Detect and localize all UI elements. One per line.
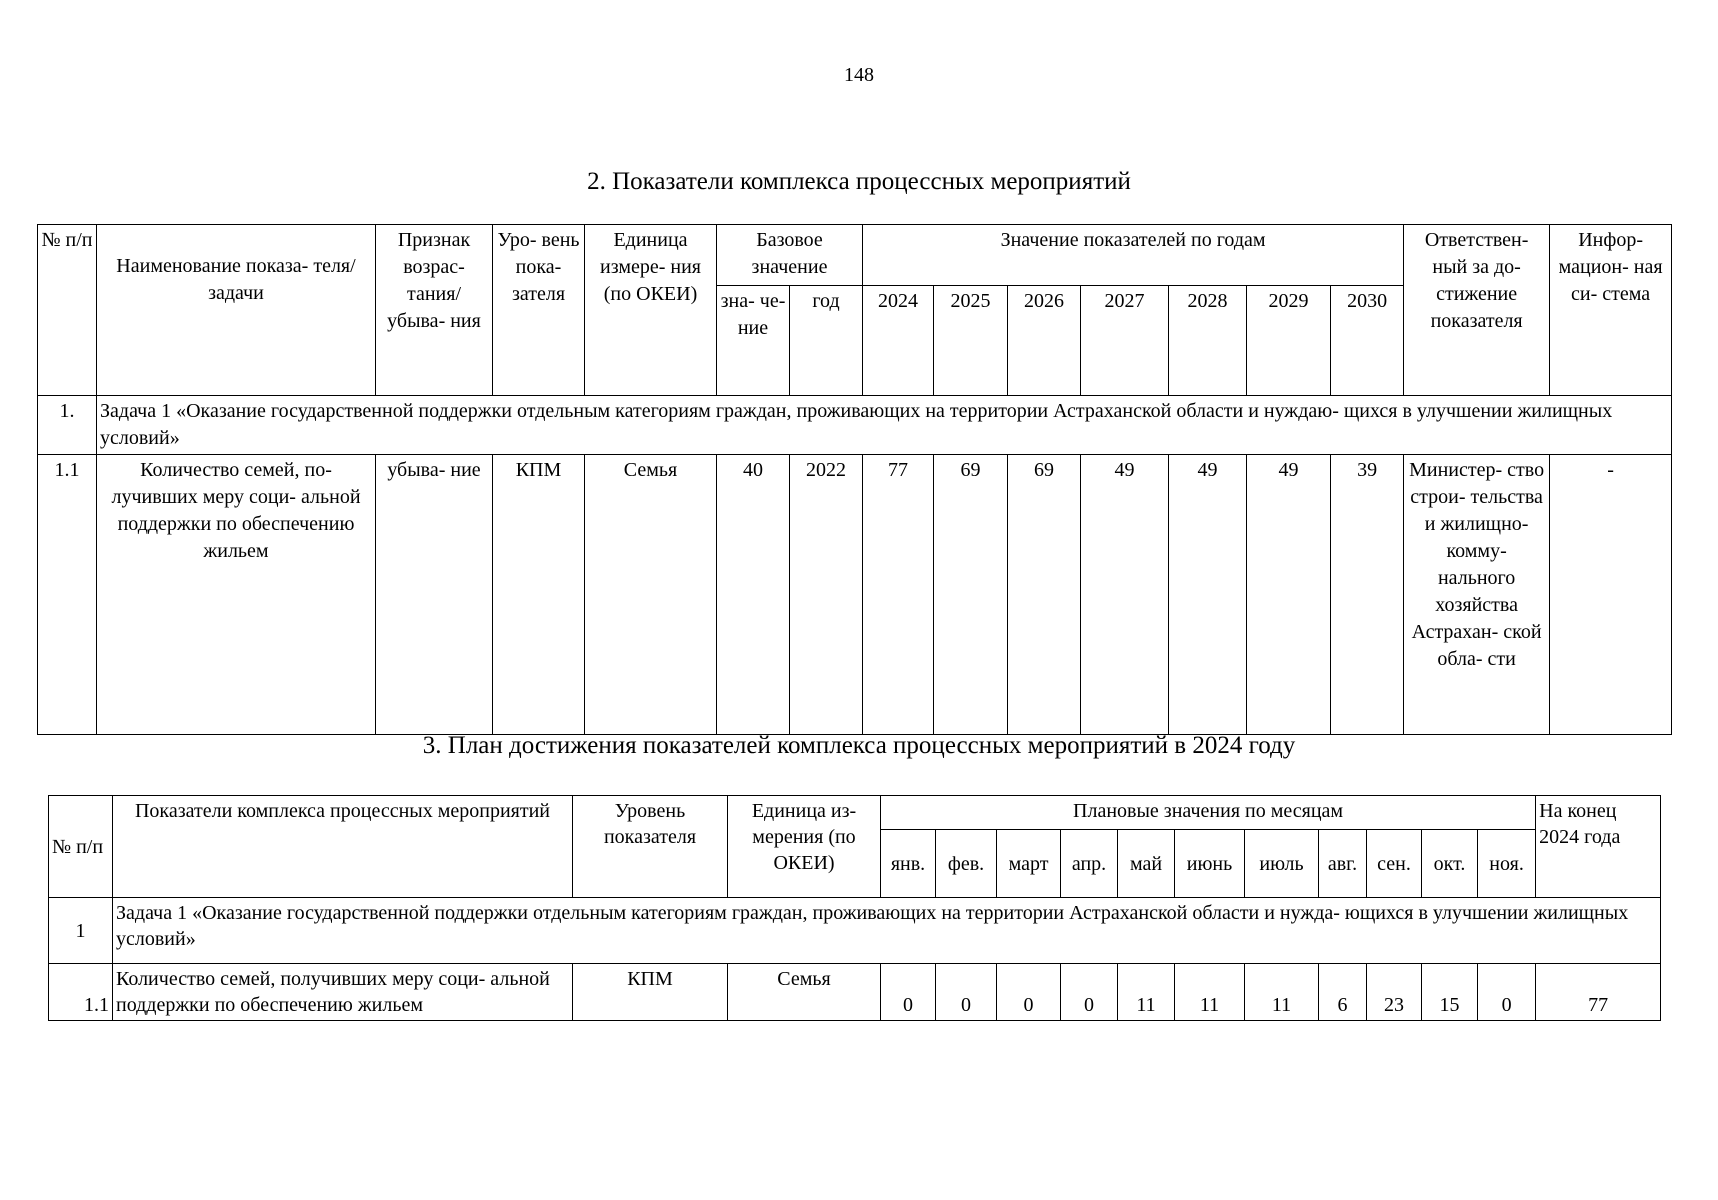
- plan-month-value: 0: [1061, 964, 1118, 1021]
- header-num: № п/п: [38, 225, 97, 396]
- indicator-sign: убыва- ние: [376, 455, 493, 735]
- plan-header-month: июль: [1245, 830, 1319, 898]
- header-year: 2027: [1081, 286, 1169, 396]
- plan-month-value: 0: [881, 964, 936, 1021]
- plan-indicator-name: Количество семей, получивших меру соци- альной поддержки по обеспечению жильем: [113, 964, 573, 1021]
- header-sign: Признак возрас- тания/ убыва- ния: [376, 225, 493, 396]
- plan-indicator-num: 1.1: [49, 964, 113, 1021]
- indicator-year-value: 49: [1169, 455, 1247, 735]
- indicator-base-year: 2022: [790, 455, 863, 735]
- plan-header-month: сен.: [1367, 830, 1422, 898]
- plan-month-value: 6: [1319, 964, 1367, 1021]
- header-level: Уро- вень пока- зателя: [493, 225, 585, 396]
- task-row: [38, 396, 1672, 455]
- plan-header-month: янв.: [881, 830, 936, 898]
- plan-header-month: май: [1118, 830, 1175, 898]
- plan-month-value: 11: [1245, 964, 1319, 1021]
- plan-year-end-value: 77: [1536, 964, 1661, 1021]
- header-year: 2030: [1331, 286, 1404, 396]
- header-base-year: год: [790, 286, 863, 396]
- header-year: 2026: [1008, 286, 1081, 396]
- plan-header-year-end: На конец 2024 года: [1536, 796, 1661, 898]
- plan-month-value: 0: [936, 964, 997, 1021]
- plan-header-month: фев.: [936, 830, 997, 898]
- header-responsible: Ответствен- ный за до- стижение показателя: [1404, 225, 1550, 396]
- plan-header-monthly: Плановые значения по месяцам: [881, 796, 1536, 830]
- indicator-year-value: 69: [1008, 455, 1081, 735]
- task-text: Задача 1 «Оказание государственной поддержки отдельным категориям граждан, проживающих на территории Астраханской области и нуждаю- щихся в улучшении жилищных условий»: [97, 396, 1672, 455]
- indicator-year-value: 69: [934, 455, 1008, 735]
- plan-month-value: 11: [1175, 964, 1245, 1021]
- plan-task-row: [49, 898, 1661, 964]
- header-name: Наименование показа- теля/задачи: [97, 225, 376, 396]
- page-number: 148: [844, 64, 874, 86]
- indicator-year-value: 49: [1081, 455, 1169, 735]
- plan-task-text: Задача 1 «Оказание государственной поддержки отдельным категориям граждан, проживающих на территории Астраханской области и нужда- ющихся в улучшении жилищных условий»: [113, 898, 1661, 964]
- header-unit: Единица измере- ния (по ОКЕИ): [585, 225, 717, 396]
- indicator-year-value: 49: [1247, 455, 1331, 735]
- plan-indicator-level: КПМ: [573, 964, 728, 1021]
- indicators-table: [37, 224, 1672, 735]
- plan-header-month: апр.: [1061, 830, 1118, 898]
- plan-header-num: № п/п: [49, 796, 113, 898]
- header-values-by-year: Значение показателей по годам: [863, 225, 1404, 286]
- section-2-title: 2. Показатели комплекса процессных мероприятий: [587, 168, 1131, 195]
- indicator-year-value: 77: [863, 455, 934, 735]
- section-3-title: 3. План достижения показателей комплекса процессных мероприятий в 2024 году: [422, 732, 1296, 759]
- plan-header-indicators: Показатели комплекса процессных мероприятий: [113, 796, 573, 898]
- indicator-level: КПМ: [493, 455, 585, 735]
- indicator-base-value: 40: [717, 455, 790, 735]
- plan-header-month: авг.: [1319, 830, 1367, 898]
- plan-indicator-row: [49, 964, 1661, 1021]
- plan-header-month: ноя.: [1478, 830, 1536, 898]
- plan-header-unit: Единица из- мерения (по ОКЕИ): [728, 796, 881, 898]
- plan-task-num: 1: [49, 898, 113, 964]
- plan-header-month: март: [997, 830, 1061, 898]
- plan-month-value: 0: [1478, 964, 1536, 1021]
- header-year: 2029: [1247, 286, 1331, 396]
- plan-header-month: июнь: [1175, 830, 1245, 898]
- header-year: 2025: [934, 286, 1008, 396]
- header-base-value: зна- че- ние: [717, 286, 790, 396]
- header-year: 2024: [863, 286, 934, 396]
- header-info-system: Инфор- мацион- ная си- стема: [1550, 225, 1672, 396]
- task-num: 1.: [38, 396, 97, 455]
- indicator-info-system: -: [1550, 455, 1672, 735]
- plan-month-value: 0: [997, 964, 1061, 1021]
- indicator-row: [38, 455, 1672, 735]
- indicator-responsible: Министер- ство строи- тельства и жилищно- комму- нального хозяйства Астрахан- ской обла- сти: [1404, 455, 1550, 735]
- indicator-unit: Семья: [585, 455, 717, 735]
- indicator-name: Количество семей, по- лучивших меру соци- альной поддержки по обеспечению жильем: [97, 455, 376, 735]
- indicator-num: 1.1: [38, 455, 97, 735]
- plan-header-month: окт.: [1422, 830, 1478, 898]
- header-base: Базовое значение: [717, 225, 863, 286]
- monthly-plan-table: [48, 795, 1661, 1021]
- indicator-year-value: 39: [1331, 455, 1404, 735]
- plan-month-value: 11: [1118, 964, 1175, 1021]
- plan-indicator-unit: Семья: [728, 964, 881, 1021]
- plan-month-value: 15: [1422, 964, 1478, 1021]
- plan-header-level: Уровень показателя: [573, 796, 728, 898]
- plan-month-value: 23: [1367, 964, 1422, 1021]
- header-year: 2028: [1169, 286, 1247, 396]
